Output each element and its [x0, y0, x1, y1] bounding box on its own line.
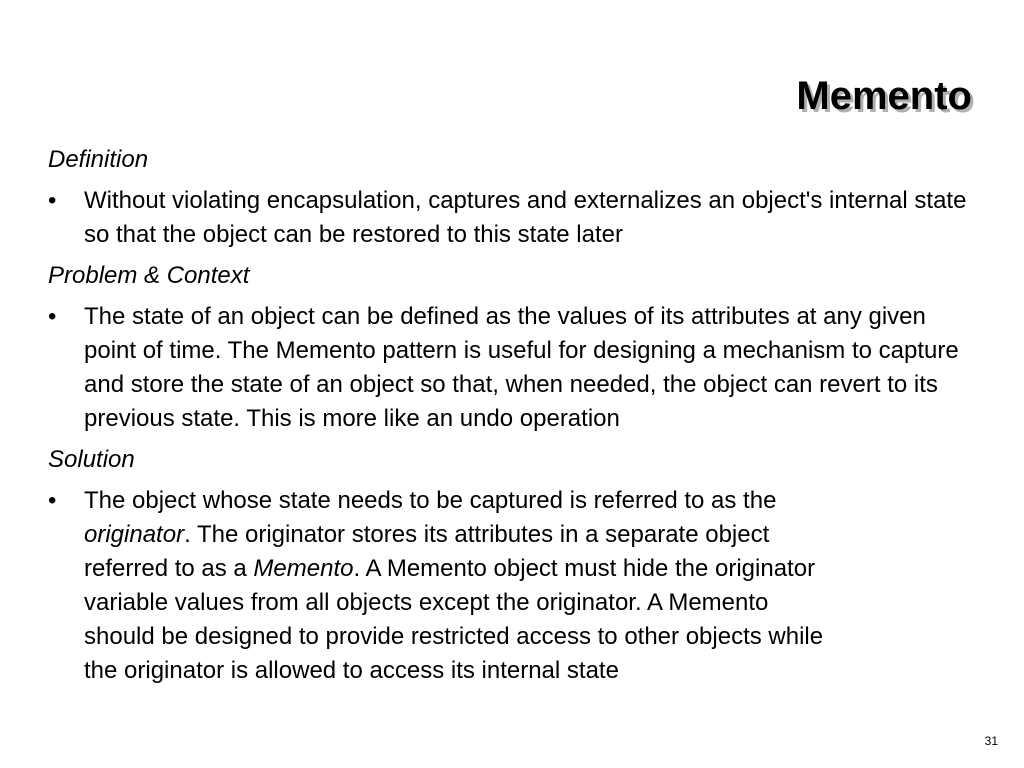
term-memento: Memento — [253, 555, 354, 582]
page-number: 31 — [984, 734, 998, 748]
section-heading-problem-context: Problem & Context — [48, 262, 250, 289]
bullet-marker: • — [48, 187, 57, 214]
section-heading-definition: Definition — [48, 146, 149, 173]
solution-line-2 — [84, 518, 968, 552]
slide-body — [48, 143, 968, 695]
bullet-text-problem-context: The state of an object can be defined as the values of its attributes at any given point of time. The Memento pattern is useful for designing a mechanism to capture and store the state of an object so that, when needed, the object can revert to its previous state. This is more like an undo operation — [84, 303, 959, 432]
slide-title: Memento — [796, 74, 972, 118]
bullet-text-definition: Without violating encapsulation, captures and externalizes an object's internal state so that the object can be restored to this state later — [84, 187, 967, 248]
solution-text-segment: . A Memento object must hide the originator — [353, 555, 816, 582]
solution-line-4: variable values from all objects except the originator. A Memento — [84, 589, 769, 616]
solution-text-segment: . The originator stores its attributes in a separate object — [184, 521, 770, 548]
solution-line-6: the originator is allowed to access its internal state — [84, 657, 619, 684]
bullet-problem-context — [48, 300, 968, 436]
bullet-definition — [48, 184, 968, 252]
section-heading-solution: Solution — [48, 446, 135, 473]
solution-line-3 — [84, 552, 968, 586]
term-originator: originator — [84, 521, 185, 548]
solution-text-segment: referred to as a — [84, 555, 254, 582]
bullet-marker: • — [48, 487, 57, 514]
bullet-marker: • — [48, 303, 57, 330]
bullet-solution — [48, 484, 968, 688]
solution-line-5: should be designed to provide restricted access to other objects while — [84, 623, 824, 650]
solution-line-1: The object whose state needs to be captured is referred to as the — [84, 487, 777, 514]
bullet-text-solution — [84, 484, 968, 688]
